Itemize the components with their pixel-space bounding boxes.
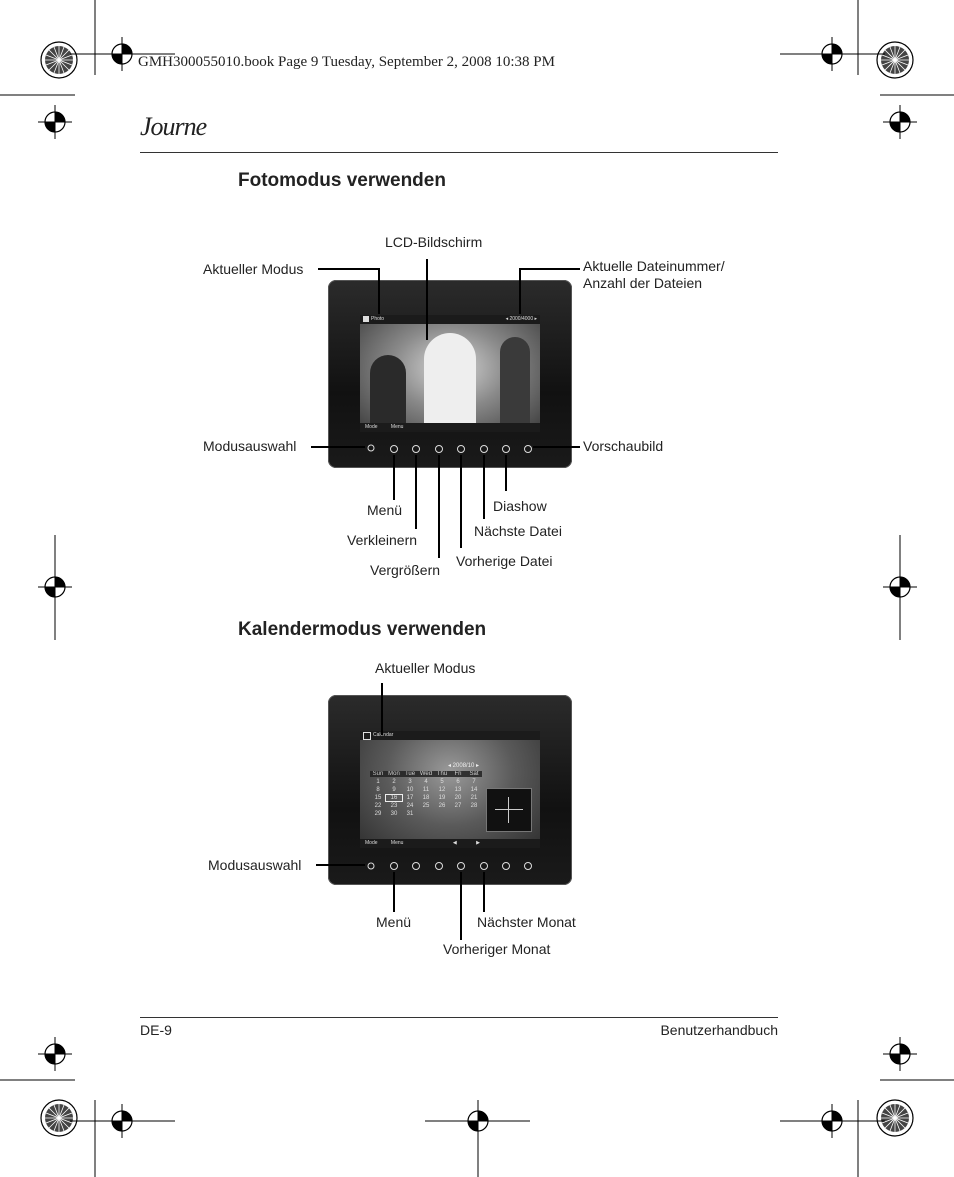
label-menu: Menü xyxy=(367,502,403,518)
calendar-day-cell: 26 xyxy=(438,803,446,809)
cal-label-prev-month: Vorheriger Monat xyxy=(443,941,551,957)
day-mon: Mon xyxy=(388,771,400,777)
day-sat: Sat xyxy=(469,771,479,777)
calendar-day-cell: 3 xyxy=(408,779,412,785)
label-thumbnail: Vorschaubild xyxy=(583,438,664,454)
calendar-day-cell: 11 xyxy=(422,787,430,793)
label-current-mode: Aktueller Modus xyxy=(203,261,304,277)
label-slideshow: Diashow xyxy=(493,498,547,514)
label-mode-select: Modusauswahl xyxy=(203,438,297,454)
calendar-day-cell: 25 xyxy=(422,803,430,809)
label-prev-file: Vorherige Datei xyxy=(456,553,553,569)
day-sun: Sun xyxy=(372,771,384,777)
calendar-day-cell: 31 xyxy=(406,811,414,817)
journe-logo: Journe xyxy=(140,112,207,141)
calendar-day-cell: 18 xyxy=(422,795,430,801)
footer-manual-title: Benutzerhandbuch xyxy=(660,1022,778,1038)
prev-icon: ◀ xyxy=(452,840,457,846)
calendar-day-cell: 13 xyxy=(454,787,462,793)
calendar-day-cell: 29 xyxy=(374,811,382,817)
day-thu: Thu xyxy=(436,771,448,777)
calendar-day-cell: 21 xyxy=(470,795,478,801)
print-info: GMH300055010.book Page 9 Tuesday, September 2, 2008 10:38 PM xyxy=(138,54,555,70)
calendar-day-cell: 5 xyxy=(440,779,444,785)
calendar-day-cell: 20 xyxy=(454,795,462,801)
cal-label-mode-select: Modusauswahl xyxy=(208,857,302,873)
label-lcd: LCD-Bildschirm xyxy=(385,234,483,250)
calendar-day-cell: 16 xyxy=(386,795,402,801)
cal-label-current-mode: Aktueller Modus xyxy=(375,660,476,676)
calendar-day-cell: 6 xyxy=(456,779,460,785)
calendar-day-cell: 9 xyxy=(392,787,396,793)
calendar-day-cell: 30 xyxy=(390,811,398,817)
calendar-day-cell: 4 xyxy=(424,779,428,785)
label-next-file: Nächste Datei xyxy=(474,523,562,539)
label-zoom-in: Vergrößern xyxy=(370,562,441,578)
calendar-day-cell: 10 xyxy=(406,787,414,793)
photo-section-title: Fotomodus verwenden xyxy=(238,170,446,191)
photo-bottom-mode: Mode xyxy=(365,424,378,430)
photo-mode-text: Photo xyxy=(371,316,385,322)
next-icon: ▶ xyxy=(476,840,480,846)
calendar-day-cell: 19 xyxy=(438,795,446,801)
day-tue: Tue xyxy=(404,771,416,777)
calendar-bottom-mode: Mode xyxy=(365,840,378,846)
calendar-day-cell: 17 xyxy=(406,795,414,801)
calendar-day-cell: 1 xyxy=(376,779,380,785)
photo-bottom-menu: Menu xyxy=(390,424,404,430)
cal-label-next-month: Nächster Monat xyxy=(477,914,576,930)
calendar-day-cell: 27 xyxy=(454,803,462,809)
day-fri: Fri xyxy=(454,771,462,777)
calendar-day-cell: 12 xyxy=(438,787,446,793)
calendar-day-cell: 15 xyxy=(374,795,382,801)
calendar-day-cell: 14 xyxy=(470,787,478,793)
label-zoom-out: Verkleinern xyxy=(347,532,418,548)
calendar-day-cell: 7 xyxy=(472,779,476,785)
calendar-day-cell: 8 xyxy=(376,787,380,793)
calendar-day-cell: 28 xyxy=(470,803,478,809)
calendar-day-cell: 22 xyxy=(374,803,382,809)
calendar-section-title: Kalendermodus verwenden xyxy=(238,619,487,640)
label-file-number-1: Aktuelle Dateinummer/ xyxy=(583,258,725,274)
calendar-month: ◂ 2008/10 ▸ xyxy=(448,763,480,769)
footer-rule xyxy=(140,1017,778,1018)
calendar-bottom-menu: Menu xyxy=(390,840,404,846)
calendar-day-cell: 24 xyxy=(406,803,414,809)
footer-page-number: DE-9 xyxy=(140,1022,172,1038)
calendar-day-cell: 23 xyxy=(390,803,398,809)
calendar-day-cell: 2 xyxy=(392,779,396,785)
day-wed: Wed xyxy=(419,771,433,777)
label-file-number-2: Anzahl der Dateien xyxy=(583,275,703,291)
calendar-mode-text: Calendar xyxy=(373,732,394,738)
cal-label-menu: Menü xyxy=(376,914,412,930)
photo-counter: ◂ 2000/4000 ▸ xyxy=(505,316,537,322)
